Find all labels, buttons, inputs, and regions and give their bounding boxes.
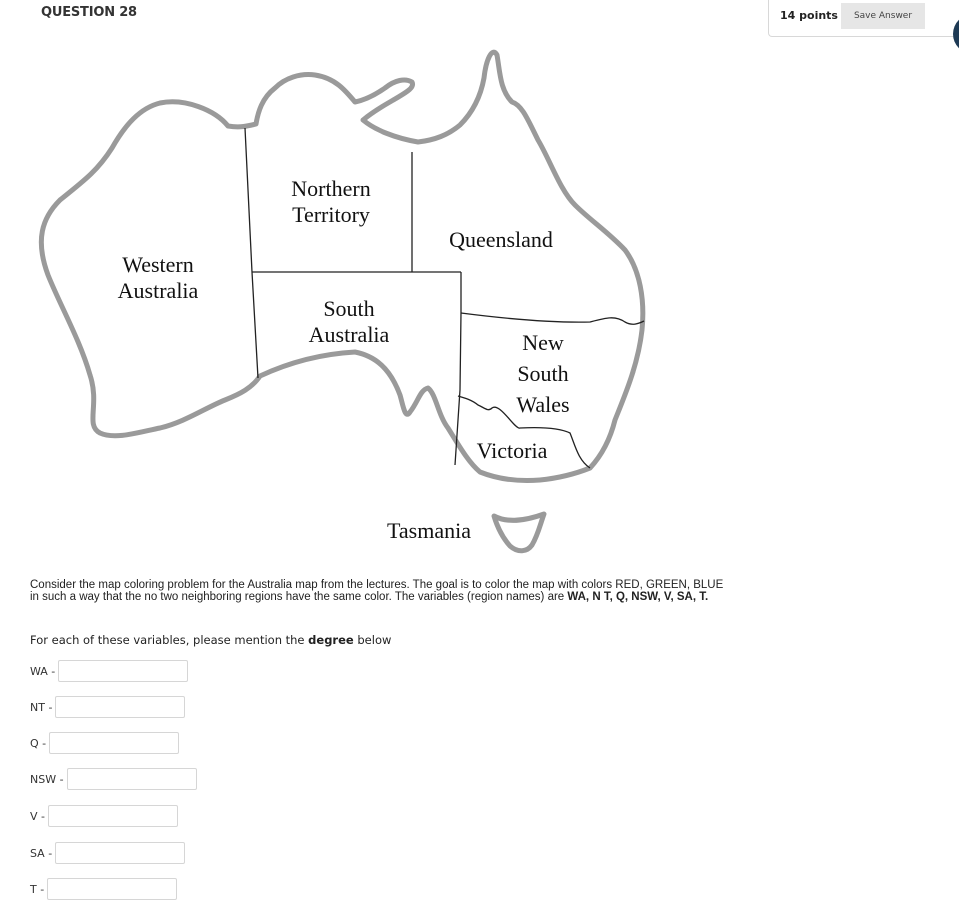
points-label: 14 points [780,9,838,22]
label-t: Tasmania [387,518,471,543]
tasmania-outline [494,514,544,551]
label-nt-1: Northern [291,176,371,201]
instruction-bold: degree [308,633,354,647]
instruction-prefix: For each of these variables, please mention the [30,633,309,647]
description-text: Consider the map coloring problem for the Australia map from the lectures. The goal is to color the map with colors RED, GREEN, BLUE in such a way that the no two neighboring regions have the same color. The variables (region names) are [30,579,724,603]
field-row-nsw [30,768,197,790]
border-q-nsw [461,313,644,324]
field-label-wa: WA - [30,664,56,678]
field-label-sa: SA - [30,846,53,860]
label-wa-1: Western [122,252,194,277]
question-title: QUESTION 28 [41,5,137,20]
field-row-nt [30,696,185,718]
t-degree-input[interactable] [47,878,177,900]
instruction-suffix: below [353,633,392,647]
label-nsw-1: New [522,330,564,355]
label-nt-2: Territory [292,202,370,227]
v-degree-input[interactable] [48,805,178,827]
label-nsw-2: South [517,361,569,386]
label-sa-1: South [323,296,375,321]
label-sa-2: Australia [308,322,390,347]
label-nsw-3: Wales [516,392,570,417]
wa-degree-input[interactable] [58,660,188,682]
field-label-q: Q - [30,736,47,750]
nsw-degree-input[interactable] [67,768,197,790]
q-degree-input[interactable] [49,732,179,754]
field-label-v: V - [30,809,45,823]
label-q: Queensland [449,227,553,252]
nt-degree-input[interactable] [55,696,185,718]
instruction [30,633,391,647]
field-row-v [30,805,178,827]
field-row-wa [30,660,188,682]
field-row-t [30,878,177,900]
field-row-sa [30,842,185,864]
question-description [30,579,730,603]
label-wa-2: Australia [117,278,199,303]
label-v: Victoria [476,438,548,463]
field-label-t: T - [30,882,45,896]
save-answer-button[interactable]: Save Answer [841,3,925,29]
field-label-nt: NT - [30,700,53,714]
region-labels [118,176,570,543]
variables-list: WA, N T, Q, NSW, V, SA, T. [567,591,709,603]
field-label-nsw: NSW - [30,772,64,786]
sa-degree-input[interactable] [55,842,185,864]
field-row-q [30,732,179,754]
border-wa [245,128,258,378]
